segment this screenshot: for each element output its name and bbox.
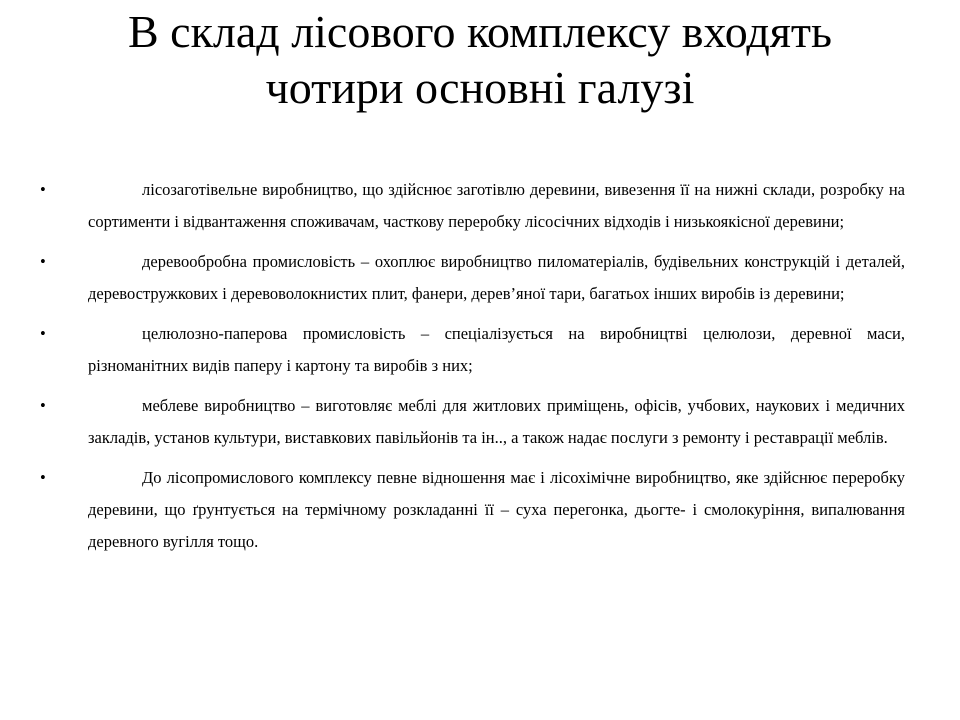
- bullet-icon: •: [40, 180, 46, 199]
- slide-title-line-2: чотири основні галузі: [265, 62, 695, 113]
- bullet-text-logging: лісозаготівельне виробництво, що здійснює заготівлю деревини, вивезення її на нижні склади, розробку на сортименти і відвантаження споживачам, часткову переробку лісосічних відходів і низькоякісної деревини;: [88, 180, 905, 231]
- bullet-item-woodworking: [40, 246, 905, 310]
- bullet-item-logging: [40, 174, 905, 238]
- bullet-item-wood-chemistry: [40, 462, 905, 558]
- bullet-item-pulp-paper: [40, 318, 905, 382]
- bullet-icon: •: [40, 468, 46, 487]
- bullet-icon: •: [40, 396, 46, 415]
- bullet-text-woodworking: деревообробна промисловість – охоплює виробництво пиломатеріалів, будівельних конструкцій і деталей, деревостружкових і деревоволокнистих плит, фанери, дерев’яної тари, багатьох інших виробів із деревини;: [88, 252, 905, 303]
- bullet-item-furniture: [40, 390, 905, 454]
- bullet-text-pulp-paper: целюлозно-паперова промисловість – спеціалізується на виробництві целюлози, деревної маси, різноманітних видів паперу і картону та виробів з них;: [88, 324, 905, 375]
- bullet-list: [40, 174, 905, 566]
- slide-title-line-1: В склад лісового комплексу входять: [127, 6, 833, 57]
- slide-title: [40, 4, 920, 116]
- bullet-icon: •: [40, 324, 46, 343]
- bullet-text-wood-chemistry: До лісопромислового комплексу певне відношення має і лісохімічне виробництво, яке здійснює переробку деревини, що ґрунтується на термічному розкладанні її – суха перегонка, дьогте- і смолокуріння, випалювання деревного вугілля тощо.: [88, 468, 905, 551]
- bullet-text-furniture: меблеве виробництво – виготовляє меблі для житлових приміщень, офісів, учбових, наукових і медичних закладів, установ культури, виставкових павільйонів та ін.., а також надає послуги з ремонту і реставрації меблів.: [88, 396, 905, 447]
- bullet-icon: •: [40, 252, 46, 271]
